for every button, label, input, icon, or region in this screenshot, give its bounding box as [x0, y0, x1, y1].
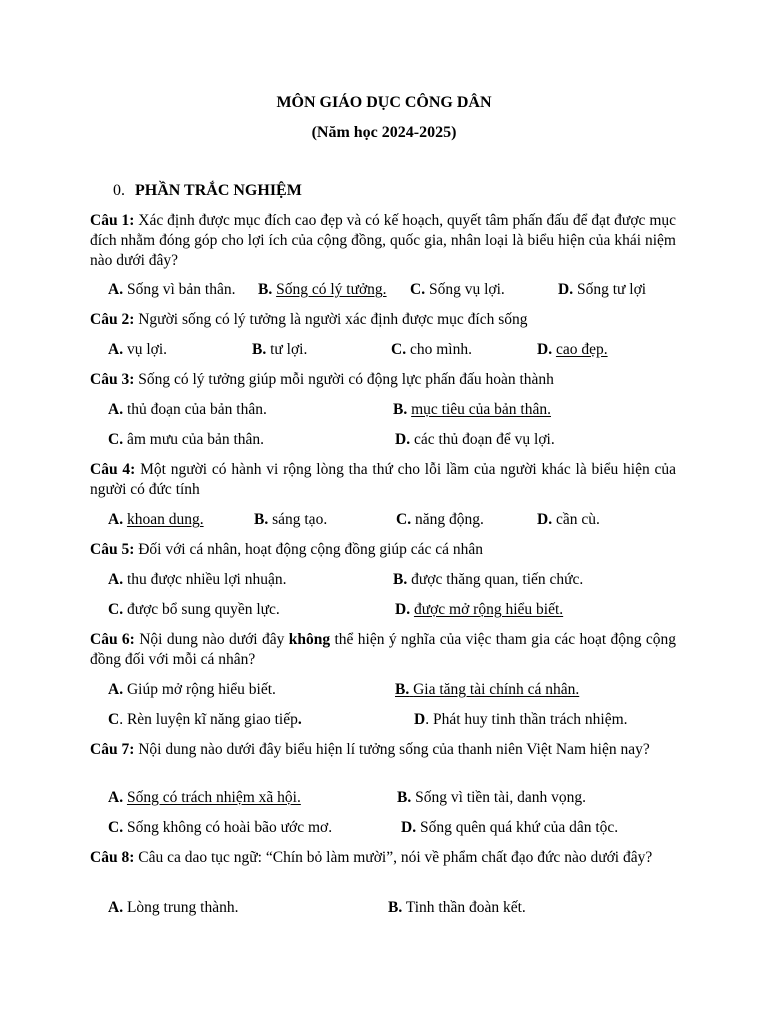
section-number: 0.: [113, 182, 125, 199]
document-title: MÔN GIÁO DỤC CÔNG DÂN: [276, 94, 492, 111]
question-2: [90, 310, 676, 330]
question-text: Đối với cá nhân, hoạt động cộng đồng giúp các cá nhân: [138, 541, 484, 558]
question-text: Câu ca dao tục ngữ: “Chín bỏ làm mười”, nói về phẩm chất đạo đức nào dưới đây?: [138, 849, 653, 866]
option-a[interactable]: A. Sống vì bản thân.: [108, 281, 236, 298]
option-a[interactable]: A. thủ đoạn của bản thân.: [108, 401, 267, 418]
option-c[interactable]: C. Sống vụ lợi.: [410, 281, 505, 298]
option-c[interactable]: C. cho mình.: [391, 341, 472, 358]
option-b[interactable]: B. được thăng quan, tiến chức.: [393, 571, 584, 588]
question-6-options-row-2: [0, 710, 768, 730]
option-b-correct[interactable]: B. mục tiêu của bản thân.: [393, 401, 551, 418]
option-a-correct[interactable]: A. khoan dung.: [108, 511, 204, 528]
section-title: PHẦN TRẮC NGHIỆM: [135, 182, 302, 199]
option-d[interactable]: D. Phát huy tinh thần trách nhiệm.: [414, 711, 628, 728]
question-label: Câu 7:: [90, 741, 135, 758]
question-6: [90, 630, 676, 670]
option-d[interactable]: D. Sống quên quá khứ của dân tộc.: [401, 819, 619, 836]
question-label: Câu 8:: [90, 849, 135, 866]
option-a[interactable]: A. thu được nhiều lợi nhuận.: [108, 571, 287, 588]
question-7-options-row-2: [0, 818, 768, 838]
option-a-correct[interactable]: A. Sống có trách nhiệm xã hội.: [108, 789, 301, 806]
question-emphasis: không: [288, 631, 331, 648]
question-label: Câu 2:: [90, 311, 135, 328]
option-b-correct[interactable]: B. Gia tăng tài chính cá nhân.: [395, 681, 580, 698]
option-b[interactable]: B. Tinh thần đoàn kết.: [388, 899, 526, 916]
option-b[interactable]: B. Sống vì tiền tài, danh vọng.: [397, 789, 587, 806]
question-label: Câu 3:: [90, 371, 135, 388]
question-5-options-row-1: [0, 570, 768, 590]
question-3-options-row-1: [0, 400, 768, 420]
option-b[interactable]: B. tư lợi.: [252, 341, 308, 358]
option-d[interactable]: D. Sống tư lợi: [558, 281, 647, 298]
question-3: [90, 370, 676, 390]
question-label: Câu 6:: [90, 631, 135, 648]
question-4-options: [0, 510, 768, 530]
question-1-options: [0, 280, 768, 300]
question-8-options: [0, 898, 768, 918]
question-4: [90, 460, 676, 500]
question-3-options-row-2: [0, 430, 768, 450]
question-label: Câu 5:: [90, 541, 135, 558]
question-text: Người sống có lý tưởng là người xác định được mục đích sống: [138, 311, 528, 328]
question-text: Sống có lý tưởng giúp mỗi người có động lực phấn đấu hoàn thành: [138, 371, 554, 388]
option-c[interactable]: C. năng động.: [396, 511, 484, 528]
option-c[interactable]: C. âm mưu của bản thân.: [108, 431, 265, 448]
question-6-options-row-1: [0, 680, 768, 700]
question-label: Câu 4:: [90, 461, 136, 478]
option-d-correct[interactable]: D. được mở rộng hiểu biết.: [395, 601, 564, 618]
question-7-options-row-1: [0, 788, 768, 808]
question-text: Một người có hành vi rộng lòng tha thứ cho lỗi lầm của người khác là biểu hiện của người có đức tính: [90, 461, 676, 498]
document-subtitle: (Năm học 2024-2025): [311, 124, 457, 141]
question-8: [90, 848, 676, 868]
option-d-correct[interactable]: D. cao đẹp.: [537, 341, 608, 358]
option-a[interactable]: A. Giúp mở rộng hiểu biết.: [108, 681, 276, 698]
question-text: Xác định được mục đích cao đẹp và có kế hoạch, quyết tâm phấn đấu để đạt được mục đích nhằm đóng góp cho lợi ích của cộng đồng, quốc gia, nhân loại là biểu hiện của khái niệm nào dưới đây?: [90, 212, 677, 269]
option-c[interactable]: C. Sống không có hoài bão ước mơ.: [108, 819, 333, 836]
question-7: [90, 740, 676, 760]
question-text-before: Nội dung nào dưới đây: [139, 631, 285, 648]
option-d[interactable]: D. các thủ đoạn để vụ lợi.: [395, 431, 555, 448]
question-text-after: thể hiện ý nghĩa của việc tham gia các hoạt động cộng đồng đối với mỗi cá nhân?: [90, 631, 677, 668]
question-5-options-row-2: [0, 600, 768, 620]
question-text: Nội dung nào dưới đây biểu hiện lí tưởng sống của thanh niên Việt Nam hiện nay?: [138, 741, 650, 758]
question-2-options: [0, 340, 768, 360]
option-d[interactable]: D. cần cù.: [537, 511, 600, 528]
question-5: [90, 540, 676, 560]
question-1: [90, 211, 676, 271]
option-c[interactable]: C. được bổ sung quyền lực.: [108, 601, 280, 618]
section-heading: [113, 181, 302, 201]
option-a[interactable]: A. Lòng trung thành.: [108, 899, 239, 916]
option-b-correct[interactable]: B. Sống có lý tưởng.: [258, 281, 387, 298]
option-c[interactable]: C. Rèn luyện kĩ năng giao tiếp.: [108, 711, 302, 728]
question-label: Câu 1:: [90, 212, 135, 229]
option-b[interactable]: B. sáng tạo.: [254, 511, 328, 528]
option-a[interactable]: A. vụ lợi.: [108, 341, 168, 358]
